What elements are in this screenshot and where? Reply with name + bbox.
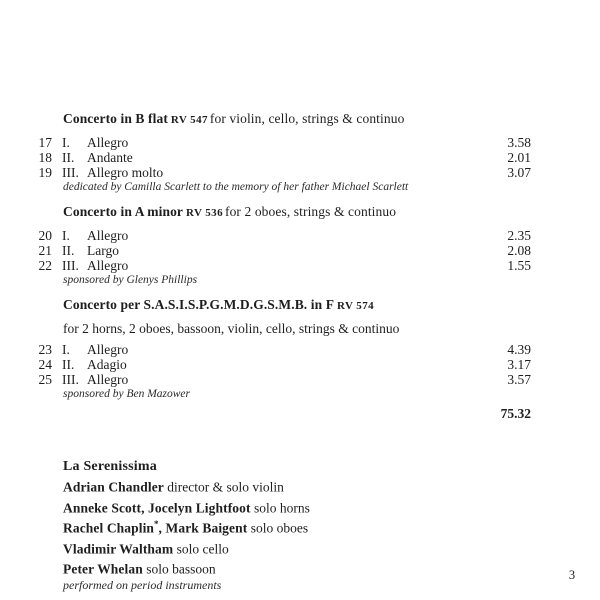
total-duration: 75.32 bbox=[500, 406, 531, 421]
performer-names: , Mark Baigent bbox=[158, 520, 248, 536]
movement-numeral: I. bbox=[62, 228, 70, 243]
track-number: 25 bbox=[38, 372, 52, 387]
movement-numeral: II. bbox=[62, 150, 75, 165]
dedication-note: dedicated by Camilla Scarlett to the memory of her father Michael Scarlett bbox=[63, 181, 409, 193]
track-number: 20 bbox=[38, 228, 52, 243]
track-duration: 3.57 bbox=[507, 372, 531, 387]
concerto-title: Concerto in A minor bbox=[63, 204, 184, 219]
sponsor-note: sponsored by Ben Mazower bbox=[63, 388, 191, 400]
performer-names: Anneke Scott, Jocelyn Lightfoot bbox=[63, 500, 251, 515]
track-duration: 3.58 bbox=[507, 135, 531, 150]
track-number: 23 bbox=[38, 342, 52, 357]
track-number: 19 bbox=[38, 165, 52, 180]
concerto-scoring-line: for 2 horns, 2 oboes, bassoon, violin, cello, strings & continuo bbox=[63, 321, 400, 336]
concerto-section-aminor bbox=[35, 203, 531, 287]
performer-names: Rachel Chaplin bbox=[63, 520, 155, 536]
performer-role: solo bassoon bbox=[146, 561, 216, 577]
track-row bbox=[35, 228, 531, 243]
period-instruments-note: performed on period instruments bbox=[63, 577, 222, 592]
performer-role: solo oboes bbox=[250, 520, 309, 536]
movement-name: Allegro molto bbox=[87, 165, 164, 180]
track-row bbox=[35, 258, 531, 273]
track-row bbox=[35, 342, 531, 357]
movement-name: Allegro bbox=[87, 258, 129, 273]
track-row bbox=[35, 150, 531, 165]
performer-role: director & solo violin bbox=[167, 479, 284, 495]
track-duration: 3.17 bbox=[507, 357, 531, 372]
track-row bbox=[35, 357, 531, 372]
movement-name: Allegro bbox=[87, 135, 129, 150]
movement-numeral: I. bbox=[62, 342, 70, 357]
ensemble-credits bbox=[63, 458, 531, 593]
concerto-section-sasispgmdgsmb bbox=[35, 296, 531, 401]
track-duration: 2.01 bbox=[507, 150, 531, 165]
ensemble-name: La Serenissima bbox=[63, 459, 157, 474]
movement-name: Andante bbox=[87, 150, 133, 165]
movement-numeral: III. bbox=[62, 165, 79, 180]
credit-line bbox=[63, 516, 531, 537]
concerto-heading bbox=[63, 110, 531, 129]
movement-numeral: III. bbox=[62, 372, 79, 387]
rv-number: RV 536 bbox=[186, 207, 223, 219]
performer-names: Adrian Chandler bbox=[63, 479, 164, 495]
rv-number: RV 574 bbox=[337, 300, 374, 312]
credit-line bbox=[63, 537, 531, 558]
concerto-scoring: for 2 oboes, strings & continuo bbox=[224, 204, 397, 219]
movement-numeral: II. bbox=[62, 243, 75, 258]
performer-role: solo cello bbox=[176, 541, 229, 556]
track-duration: 4.39 bbox=[507, 342, 531, 357]
performer-footnote-mark: * bbox=[154, 519, 159, 529]
track-number: 24 bbox=[38, 357, 52, 372]
track-row bbox=[35, 243, 531, 258]
movement-name: Allegro bbox=[87, 342, 129, 357]
performer-names: Vladimir Waltham bbox=[63, 541, 174, 556]
track-duration: 2.08 bbox=[507, 243, 531, 258]
movement-numeral: I. bbox=[62, 135, 70, 150]
track-row bbox=[35, 135, 531, 150]
rv-number: RV 547 bbox=[170, 114, 208, 126]
page-number: 3 bbox=[568, 568, 576, 582]
track-duration: 1.55 bbox=[507, 258, 531, 273]
concerto-section-bflat bbox=[35, 110, 531, 194]
performer-role: solo horns bbox=[253, 500, 310, 515]
track-number: 21 bbox=[38, 243, 52, 258]
track-duration: 3.07 bbox=[507, 165, 531, 180]
concerto-scoring: for violin, cello, strings & continuo bbox=[209, 111, 405, 126]
movement-name: Largo bbox=[87, 243, 119, 258]
track-row bbox=[35, 165, 531, 180]
concerto-heading bbox=[63, 203, 531, 222]
performer-names: Peter Whelan bbox=[63, 561, 143, 577]
track-duration: 2.35 bbox=[507, 228, 531, 243]
credit-line bbox=[63, 557, 531, 578]
concerto-heading bbox=[63, 296, 531, 315]
track-row bbox=[35, 372, 531, 387]
sponsor-note: sponsored by Glenys Phillips bbox=[63, 274, 198, 286]
track-number: 18 bbox=[38, 150, 52, 165]
concerto-title: Concerto per S.A.S.I.S.P.G.M.D.G.S.M.B. in F bbox=[63, 297, 335, 312]
concerto-title: Concerto in B flat bbox=[63, 111, 168, 126]
movement-name: Allegro bbox=[87, 372, 129, 387]
credit-line bbox=[63, 496, 531, 517]
tracklist-content bbox=[35, 110, 531, 593]
track-number: 17 bbox=[38, 135, 52, 150]
movement-numeral: III. bbox=[62, 258, 79, 273]
movement-numeral: II. bbox=[62, 357, 75, 372]
movement-name: Allegro bbox=[87, 228, 129, 243]
movement-name: Adagio bbox=[87, 357, 127, 372]
track-number: 22 bbox=[38, 258, 52, 273]
credit-line bbox=[63, 475, 531, 496]
